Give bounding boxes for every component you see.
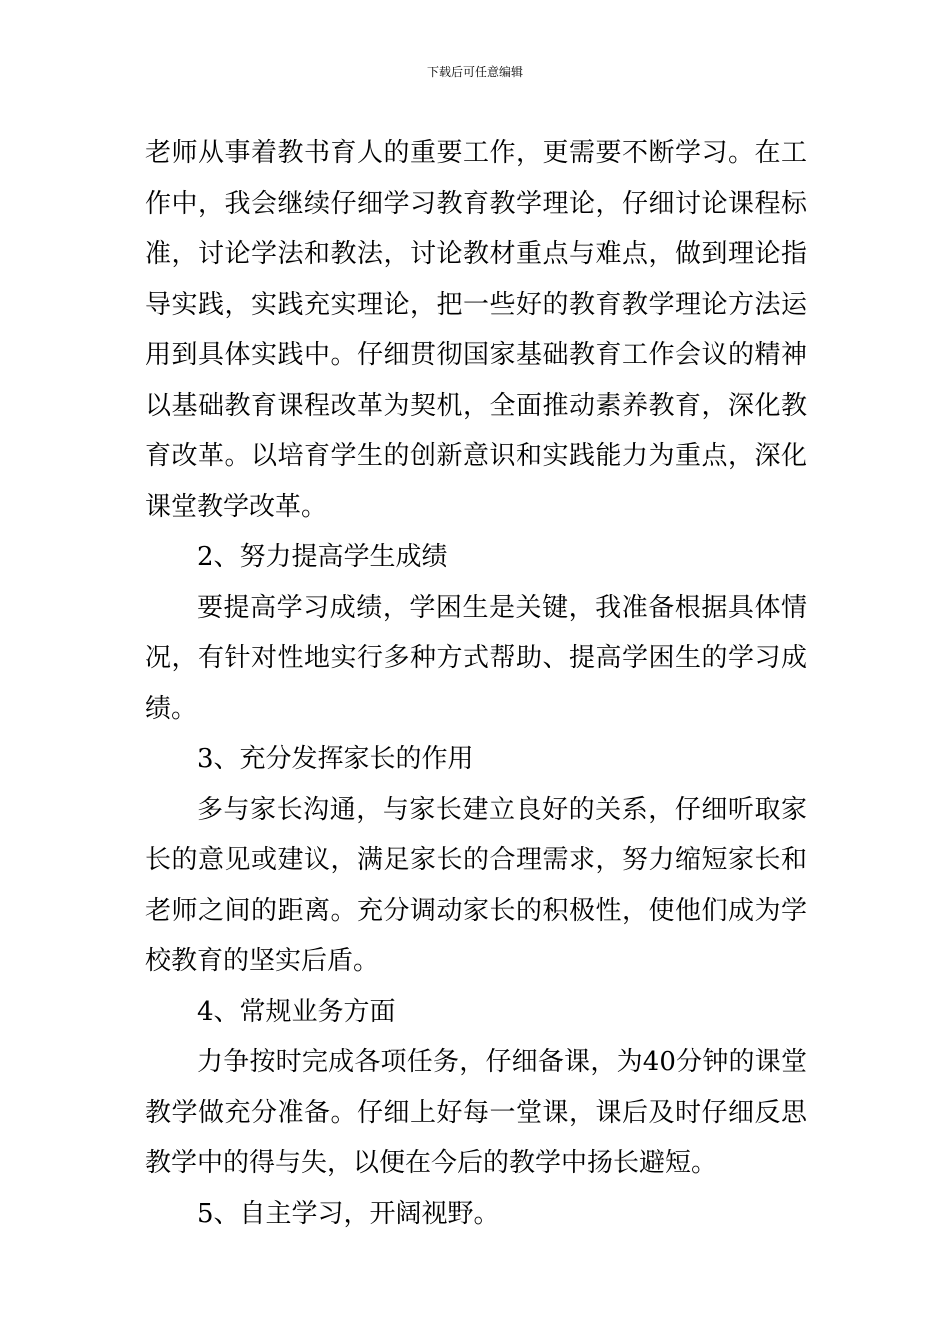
paragraph-teacher-learning: 老师从事着教书育人的重要工作，更需要不断学习。在工作中，我会继续仔细学习教育教学理论，仔细讨论课程标准，讨论学法和教法，讨论教材重点与难点，做到理论指导实践，实践充实理论，把一些好的教育教学理论方法运用到具体实践中。仔细贯彻国家基础教育工作会议的精神以基础教育课程改革为契机，全面推动素养教育，深化教育改革。以培育学生的创新意识和实践能力为重点，深化课堂教学改革。 <box>145 138 807 522</box>
heading-self-study: 5、自主学习，开阔视野。 <box>197 1198 500 1229</box>
document-body <box>145 128 807 1239</box>
page-header: 下载后可任意编辑 <box>426 65 523 79</box>
heading-parents-role: 3、充分发挥家长的作用 <box>197 744 474 774</box>
heading-improve-grades: 2、努力提高学生成绩 <box>197 542 448 572</box>
paragraph-improve-grades: 要提高学习成绩，学困生是关键，我准备根据具体情况，有针对性地实行多种方式帮助、提高学困生的学习成绩。 <box>145 592 807 724</box>
paragraph-parents-role: 多与家长沟通，与家长建立良好的关系，仔细听取家长的意见或建议，满足家长的合理需求，努力缩短家长和老师之间的距离。充分调动家长的积极性，使他们成为学校教育的坚实后盾。 <box>145 794 807 976</box>
heading-routine-work: 4、常规业务方面 <box>197 996 396 1027</box>
paragraph-routine-work: 力争按时完成各项任务，仔细备课，为40分钟的课堂教学做充分准备。仔细上好每一堂课，课后及时仔细反思教学中的得与失，以便在今后的教学中扬长避短。 <box>145 1047 807 1178</box>
